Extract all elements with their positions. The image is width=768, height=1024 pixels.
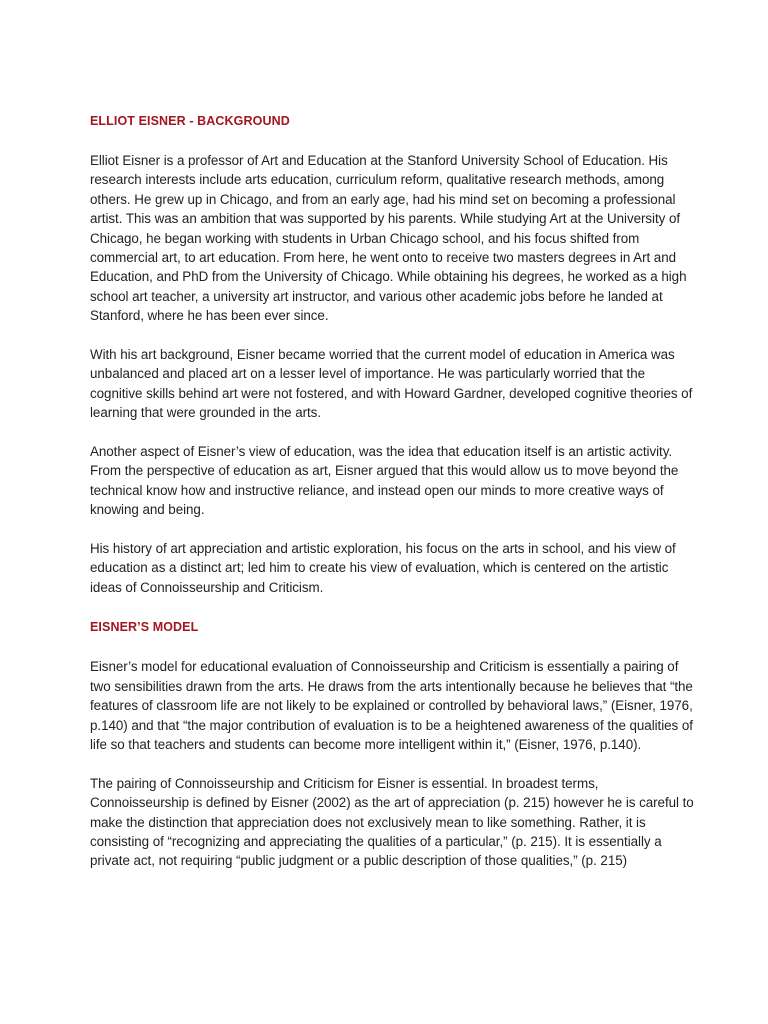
- paragraph-background-4: His history of art appreciation and artistic exploration, his focus on the arts in school, and his view of education as a distinct art; led him to create his view of evaluation, which is centered on the artistic ideas of Connoisseurship and Criticism.: [90, 541, 676, 595]
- paragraph-background-3: Another aspect of Eisner’s view of education, was the idea that education itself is an artistic activity. From the perspective of education as art, Eisner argued that this would allow us to move beyond the technical know how and instructive reliance, and instead open our minds to more creative ways of knowing and being.: [90, 444, 679, 518]
- document-page: [90, 111, 700, 871]
- paragraph-model-1: Eisner’s model for educational evaluation of Connoisseurship and Criticism is essentially a pairing of two sensibilities drawn from the arts. He draws from the arts intentionally because he believes that “the features of classroom life are not likely to be explained or controlled by behavioral laws,” (Eisner, 1976, p.140) and that “the major contribution of evaluation is to be a heightened awareness of the qualities of life so that teachers and students can become more intelligent within it,” (Eisner, 1976, p.140).: [90, 659, 693, 752]
- paragraph-background-1: Elliot Eisner is a professor of Art and Education at the Stanford University School of Education. His research interests include arts education, curriculum reform, qualitative research methods, among others. He grew up in Chicago, and from an early age, had his mind set on becoming a professional artist. This was an ambition that was supported by his parents. While studying Art at the University of Chicago, he began working with students in Urban Chicago school, and his focus shifted from commercial art, to art education. From here, he went onto to receive two masters degrees in Art and Education, and PhD from the University of Chicago. While obtaining his degrees, he worked as a high school art teacher, a university art instructor, and various other academic jobs before he landed at Stanford, where he has been ever since.: [90, 153, 687, 324]
- paragraph-model-2: The pairing of Connoisseurship and Criticism for Eisner is essential. In broadest terms, Connoisseurship is defined by Eisner (2002) as the art of appreciation (p. 215) however he is careful to make the distinction that appreciation does not exclusively mean to like something. Rather, it is consisting of “recognizing and appreciating the qualities of a particular,” (p. 215). It is essentially a private act, not requiring “public judgment or a public description of those qualities,” (p. 215): [90, 775, 694, 869]
- section-heading-model: EISNER’S MODEL: [90, 620, 199, 635]
- paragraph-background-2: With his art background, Eisner became worried that the current model of education in America was unbalanced and placed art on a lesser level of importance. He was particularly worried that the cognitive skills behind art were not fostered, and with Howard Gardner, developed cognitive theories of learning that were grounded in the arts.: [90, 347, 693, 421]
- section-heading-background: ELLIOT EISNER - BACKGROUND: [90, 114, 290, 128]
